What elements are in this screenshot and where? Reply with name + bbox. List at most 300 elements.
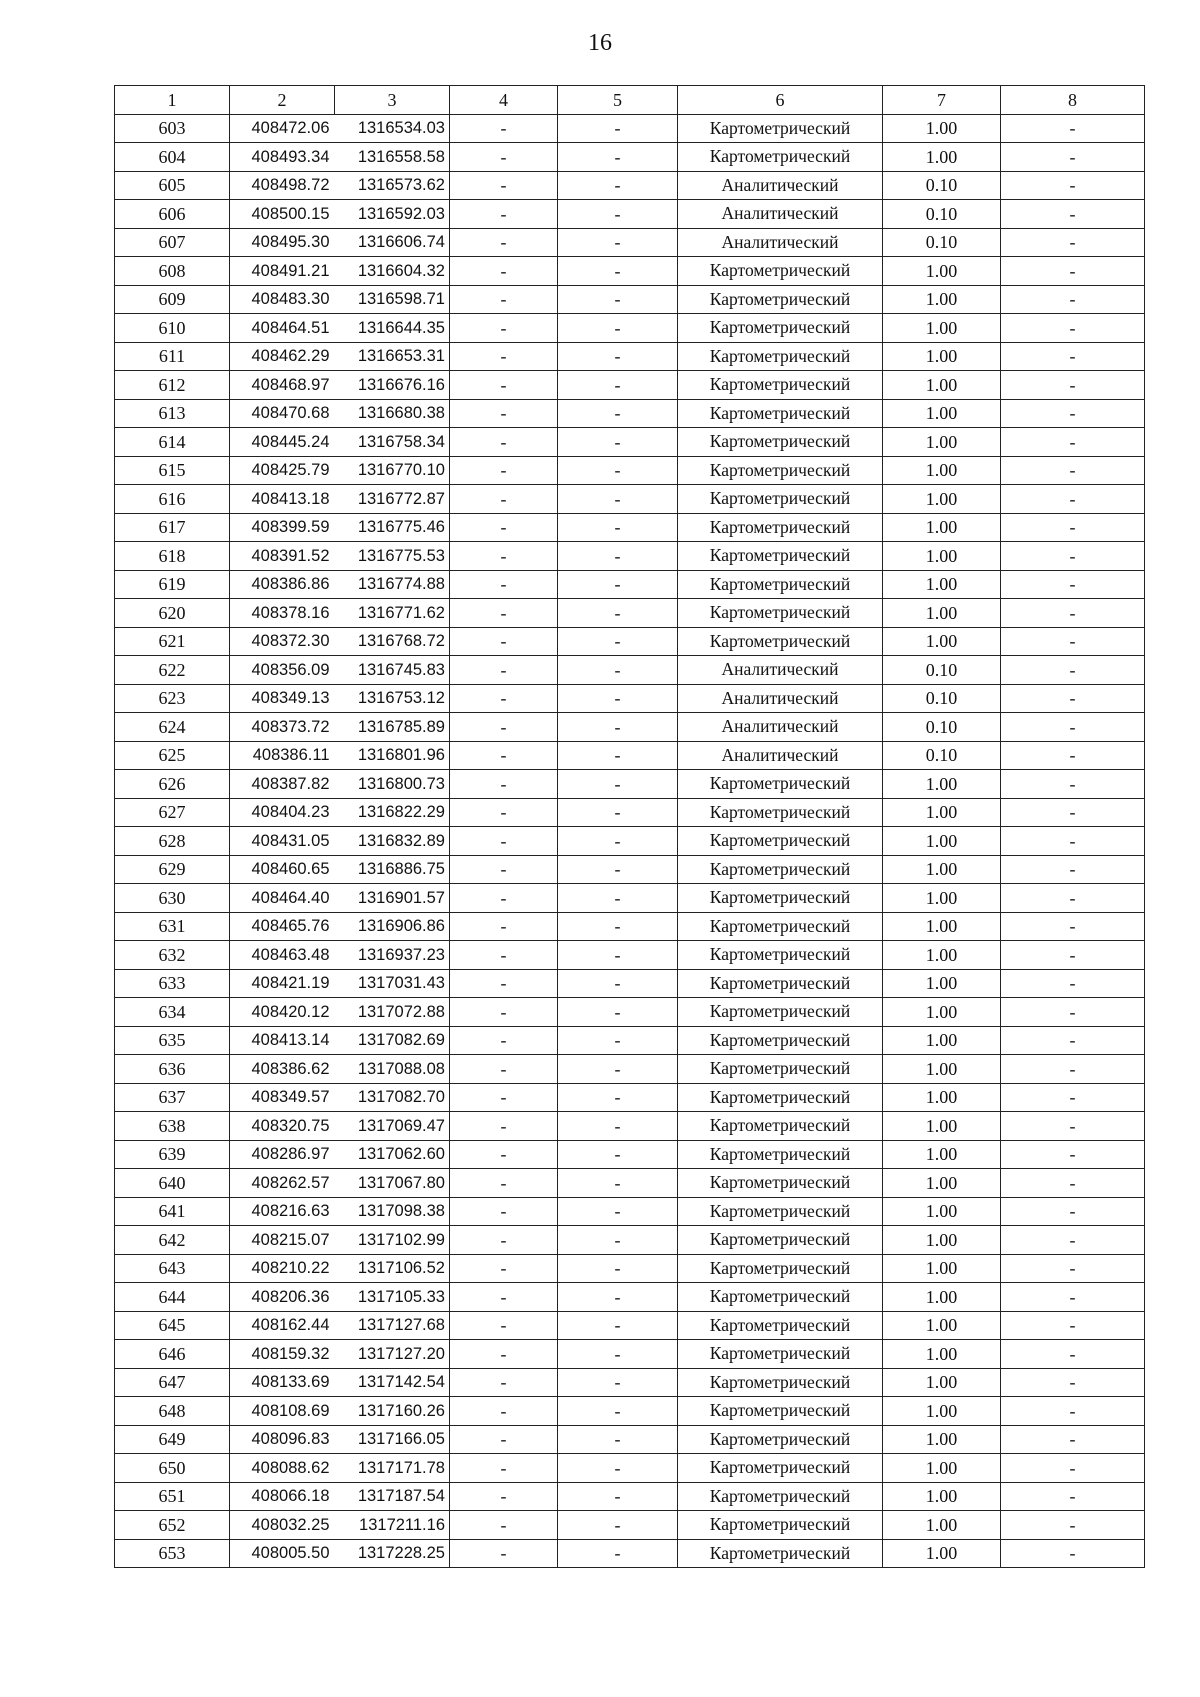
y-coordinate-cell: 1316801.96 bbox=[335, 741, 450, 770]
point-number-cell: 606 bbox=[115, 200, 230, 229]
method-cell: Картометрический bbox=[678, 428, 883, 457]
point-number-cell: 652 bbox=[115, 1511, 230, 1540]
point-number-cell: 624 bbox=[115, 713, 230, 742]
point-number-cell: 615 bbox=[115, 456, 230, 485]
method-cell: Картометрический bbox=[678, 285, 883, 314]
table-row bbox=[115, 1283, 1145, 1312]
accuracy-cell: 1.00 bbox=[883, 371, 1001, 400]
col8-cell: - bbox=[1001, 200, 1145, 229]
col8-cell: - bbox=[1001, 1083, 1145, 1112]
col8-cell: - bbox=[1001, 257, 1145, 286]
col4-cell: - bbox=[450, 941, 558, 970]
x-coordinate-cell: 408349.57 bbox=[230, 1083, 335, 1112]
point-number-cell: 648 bbox=[115, 1397, 230, 1426]
table-row bbox=[115, 257, 1145, 286]
table-row bbox=[115, 228, 1145, 257]
coordinates-table bbox=[114, 85, 1145, 1568]
method-cell: Картометрический bbox=[678, 570, 883, 599]
col4-cell: - bbox=[450, 228, 558, 257]
col8-cell: - bbox=[1001, 114, 1145, 143]
y-coordinate-cell: 1317102.99 bbox=[335, 1226, 450, 1255]
accuracy-cell: 1.00 bbox=[883, 1311, 1001, 1340]
col4-cell: - bbox=[450, 1226, 558, 1255]
point-number-cell: 617 bbox=[115, 513, 230, 542]
method-cell: Картометрический bbox=[678, 1112, 883, 1141]
col4-cell: - bbox=[450, 1197, 558, 1226]
col4-cell: - bbox=[450, 171, 558, 200]
point-number-cell: 642 bbox=[115, 1226, 230, 1255]
col5-cell: - bbox=[558, 257, 678, 286]
point-number-cell: 634 bbox=[115, 998, 230, 1027]
x-coordinate-cell: 408465.76 bbox=[230, 912, 335, 941]
col8-cell: - bbox=[1001, 656, 1145, 685]
col4-cell: - bbox=[450, 1026, 558, 1055]
col8-cell: - bbox=[1001, 1482, 1145, 1511]
col5-cell: - bbox=[558, 741, 678, 770]
col5-cell: - bbox=[558, 884, 678, 913]
table-row bbox=[115, 998, 1145, 1027]
table-row bbox=[115, 570, 1145, 599]
method-cell: Картометрический bbox=[678, 314, 883, 343]
col4-cell: - bbox=[450, 513, 558, 542]
table-row bbox=[115, 770, 1145, 799]
col4-cell: - bbox=[450, 713, 558, 742]
col5-cell: - bbox=[558, 855, 678, 884]
y-coordinate-cell: 1317187.54 bbox=[335, 1482, 450, 1511]
col5-cell: - bbox=[558, 1055, 678, 1084]
col8-cell: - bbox=[1001, 570, 1145, 599]
x-coordinate-cell: 408216.63 bbox=[230, 1197, 335, 1226]
accuracy-cell: 1.00 bbox=[883, 884, 1001, 913]
col5-cell: - bbox=[558, 143, 678, 172]
accuracy-cell: 1.00 bbox=[883, 1197, 1001, 1226]
y-coordinate-cell: 1317031.43 bbox=[335, 969, 450, 998]
method-cell: Картометрический bbox=[678, 399, 883, 428]
y-coordinate-cell: 1316573.62 bbox=[335, 171, 450, 200]
table-row bbox=[115, 456, 1145, 485]
col5-cell: - bbox=[558, 1112, 678, 1141]
col4-cell: - bbox=[450, 1112, 558, 1141]
point-number-cell: 614 bbox=[115, 428, 230, 457]
table-row bbox=[115, 798, 1145, 827]
x-coordinate-cell: 408066.18 bbox=[230, 1482, 335, 1511]
x-coordinate-cell: 408386.11 bbox=[230, 741, 335, 770]
accuracy-cell: 1.00 bbox=[883, 1140, 1001, 1169]
point-number-cell: 641 bbox=[115, 1197, 230, 1226]
table-row bbox=[115, 599, 1145, 628]
accuracy-cell: 1.00 bbox=[883, 570, 1001, 599]
col8-cell: - bbox=[1001, 969, 1145, 998]
y-coordinate-cell: 1316534.03 bbox=[335, 114, 450, 143]
x-coordinate-cell: 408495.30 bbox=[230, 228, 335, 257]
y-coordinate-cell: 1317098.38 bbox=[335, 1197, 450, 1226]
x-coordinate-cell: 408420.12 bbox=[230, 998, 335, 1027]
point-number-cell: 643 bbox=[115, 1254, 230, 1283]
method-cell: Картометрический bbox=[678, 1283, 883, 1312]
point-number-cell: 625 bbox=[115, 741, 230, 770]
col5-cell: - bbox=[558, 941, 678, 970]
point-number-cell: 627 bbox=[115, 798, 230, 827]
col5-cell: - bbox=[558, 1140, 678, 1169]
col8-cell: - bbox=[1001, 798, 1145, 827]
accuracy-cell: 1.00 bbox=[883, 998, 1001, 1027]
point-number-cell: 611 bbox=[115, 342, 230, 371]
col4-cell: - bbox=[450, 855, 558, 884]
table-row bbox=[115, 684, 1145, 713]
accuracy-cell: 1.00 bbox=[883, 1511, 1001, 1540]
method-cell: Картометрический bbox=[678, 485, 883, 514]
col4-cell: - bbox=[450, 399, 558, 428]
method-cell: Картометрический bbox=[678, 1397, 883, 1426]
x-coordinate-cell: 408425.79 bbox=[230, 456, 335, 485]
point-number-cell: 644 bbox=[115, 1283, 230, 1312]
point-number-cell: 613 bbox=[115, 399, 230, 428]
accuracy-cell: 1.00 bbox=[883, 1112, 1001, 1141]
accuracy-cell: 1.00 bbox=[883, 456, 1001, 485]
col4-cell: - bbox=[450, 114, 558, 143]
accuracy-cell: 1.00 bbox=[883, 941, 1001, 970]
col4-cell: - bbox=[450, 542, 558, 571]
col4-cell: - bbox=[450, 1482, 558, 1511]
accuracy-cell: 1.00 bbox=[883, 770, 1001, 799]
col5-cell: - bbox=[558, 1454, 678, 1483]
table-row bbox=[115, 371, 1145, 400]
col5-cell: - bbox=[558, 998, 678, 1027]
col5-cell: - bbox=[558, 1083, 678, 1112]
col4-cell: - bbox=[450, 1055, 558, 1084]
x-coordinate-cell: 408356.09 bbox=[230, 656, 335, 685]
y-coordinate-cell: 1317127.20 bbox=[335, 1340, 450, 1369]
col5-cell: - bbox=[558, 1482, 678, 1511]
header-cell-7: 7 bbox=[883, 86, 1001, 115]
col5-cell: - bbox=[558, 1340, 678, 1369]
y-coordinate-cell: 1316768.72 bbox=[335, 627, 450, 656]
col5-cell: - bbox=[558, 228, 678, 257]
col8-cell: - bbox=[1001, 1283, 1145, 1312]
point-number-cell: 629 bbox=[115, 855, 230, 884]
table-row bbox=[115, 314, 1145, 343]
point-number-cell: 637 bbox=[115, 1083, 230, 1112]
point-number-cell: 633 bbox=[115, 969, 230, 998]
y-coordinate-cell: 1317228.25 bbox=[335, 1539, 450, 1568]
header-cell-3: 3 bbox=[335, 86, 450, 115]
method-cell: Картометрический bbox=[678, 1539, 883, 1568]
col4-cell: - bbox=[450, 570, 558, 599]
table-row bbox=[115, 656, 1145, 685]
accuracy-cell: 1.00 bbox=[883, 599, 1001, 628]
y-coordinate-cell: 1317067.80 bbox=[335, 1169, 450, 1198]
point-number-cell: 620 bbox=[115, 599, 230, 628]
y-coordinate-cell: 1316822.29 bbox=[335, 798, 450, 827]
col8-cell: - bbox=[1001, 542, 1145, 571]
col4-cell: - bbox=[450, 257, 558, 286]
table-row bbox=[115, 1083, 1145, 1112]
accuracy-cell: 1.00 bbox=[883, 428, 1001, 457]
col5-cell: - bbox=[558, 713, 678, 742]
method-cell: Картометрический bbox=[678, 1340, 883, 1369]
point-number-cell: 635 bbox=[115, 1026, 230, 1055]
col8-cell: - bbox=[1001, 314, 1145, 343]
y-coordinate-cell: 1316592.03 bbox=[335, 200, 450, 229]
accuracy-cell: 1.00 bbox=[883, 1340, 1001, 1369]
table-row bbox=[115, 1254, 1145, 1283]
col8-cell: - bbox=[1001, 371, 1145, 400]
method-cell: Картометрический bbox=[678, 1482, 883, 1511]
col4-cell: - bbox=[450, 1511, 558, 1540]
col4-cell: - bbox=[450, 428, 558, 457]
x-coordinate-cell: 408391.52 bbox=[230, 542, 335, 571]
col4-cell: - bbox=[450, 912, 558, 941]
col8-cell: - bbox=[1001, 599, 1145, 628]
point-number-cell: 636 bbox=[115, 1055, 230, 1084]
col4-cell: - bbox=[450, 1140, 558, 1169]
method-cell: Картометрический bbox=[678, 1083, 883, 1112]
method-cell: Картометрический bbox=[678, 998, 883, 1027]
col4-cell: - bbox=[450, 969, 558, 998]
x-coordinate-cell: 408210.22 bbox=[230, 1254, 335, 1283]
accuracy-cell: 1.00 bbox=[883, 1425, 1001, 1454]
x-coordinate-cell: 408399.59 bbox=[230, 513, 335, 542]
method-cell: Картометрический bbox=[678, 1311, 883, 1340]
col5-cell: - bbox=[558, 770, 678, 799]
col5-cell: - bbox=[558, 456, 678, 485]
col5-cell: - bbox=[558, 1026, 678, 1055]
x-coordinate-cell: 408162.44 bbox=[230, 1311, 335, 1340]
accuracy-cell: 1.00 bbox=[883, 513, 1001, 542]
x-coordinate-cell: 408445.24 bbox=[230, 428, 335, 457]
table-row bbox=[115, 741, 1145, 770]
x-coordinate-cell: 408460.65 bbox=[230, 855, 335, 884]
method-cell: Картометрический bbox=[678, 1511, 883, 1540]
table-row bbox=[115, 1511, 1145, 1540]
accuracy-cell: 1.00 bbox=[883, 1482, 1001, 1511]
col8-cell: - bbox=[1001, 1511, 1145, 1540]
table-row bbox=[115, 200, 1145, 229]
table-row bbox=[115, 1026, 1145, 1055]
col5-cell: - bbox=[558, 171, 678, 200]
y-coordinate-cell: 1316800.73 bbox=[335, 770, 450, 799]
table-row bbox=[115, 884, 1145, 913]
point-number-cell: 651 bbox=[115, 1482, 230, 1511]
table-body bbox=[115, 86, 1145, 1568]
method-cell: Картометрический bbox=[678, 143, 883, 172]
col8-cell: - bbox=[1001, 1340, 1145, 1369]
point-number-cell: 623 bbox=[115, 684, 230, 713]
y-coordinate-cell: 1317160.26 bbox=[335, 1397, 450, 1426]
y-coordinate-cell: 1316770.10 bbox=[335, 456, 450, 485]
table-row bbox=[115, 969, 1145, 998]
point-number-cell: 608 bbox=[115, 257, 230, 286]
point-number-cell: 650 bbox=[115, 1454, 230, 1483]
method-cell: Картометрический bbox=[678, 1368, 883, 1397]
y-coordinate-cell: 1317211.16 bbox=[335, 1511, 450, 1540]
x-coordinate-cell: 408413.18 bbox=[230, 485, 335, 514]
col5-cell: - bbox=[558, 827, 678, 856]
col4-cell: - bbox=[450, 1454, 558, 1483]
x-coordinate-cell: 408464.40 bbox=[230, 884, 335, 913]
accuracy-cell: 1.00 bbox=[883, 314, 1001, 343]
method-cell: Картометрический bbox=[678, 542, 883, 571]
point-number-cell: 619 bbox=[115, 570, 230, 599]
x-coordinate-cell: 408386.86 bbox=[230, 570, 335, 599]
method-cell: Картометрический bbox=[678, 1169, 883, 1198]
table-row bbox=[115, 513, 1145, 542]
point-number-cell: 609 bbox=[115, 285, 230, 314]
col5-cell: - bbox=[558, 342, 678, 371]
point-number-cell: 610 bbox=[115, 314, 230, 343]
table-row bbox=[115, 912, 1145, 941]
accuracy-cell: 1.00 bbox=[883, 143, 1001, 172]
point-number-cell: 612 bbox=[115, 371, 230, 400]
x-coordinate-cell: 408464.51 bbox=[230, 314, 335, 343]
col4-cell: - bbox=[450, 1254, 558, 1283]
col4-cell: - bbox=[450, 827, 558, 856]
col8-cell: - bbox=[1001, 741, 1145, 770]
method-cell: Картометрический bbox=[678, 371, 883, 400]
point-number-cell: 647 bbox=[115, 1368, 230, 1397]
method-cell: Картометрический bbox=[678, 969, 883, 998]
table-row bbox=[115, 342, 1145, 371]
col4-cell: - bbox=[450, 1397, 558, 1426]
accuracy-cell: 1.00 bbox=[883, 1226, 1001, 1255]
accuracy-cell: 1.00 bbox=[883, 399, 1001, 428]
col5-cell: - bbox=[558, 513, 678, 542]
y-coordinate-cell: 1316901.57 bbox=[335, 884, 450, 913]
col5-cell: - bbox=[558, 1397, 678, 1426]
col5-cell: - bbox=[558, 599, 678, 628]
col4-cell: - bbox=[450, 770, 558, 799]
col8-cell: - bbox=[1001, 1112, 1145, 1141]
accuracy-cell: 1.00 bbox=[883, 827, 1001, 856]
x-coordinate-cell: 408470.68 bbox=[230, 399, 335, 428]
method-cell: Аналитический bbox=[678, 684, 883, 713]
col5-cell: - bbox=[558, 684, 678, 713]
col8-cell: - bbox=[1001, 1454, 1145, 1483]
point-number-cell: 626 bbox=[115, 770, 230, 799]
y-coordinate-cell: 1316886.75 bbox=[335, 855, 450, 884]
col4-cell: - bbox=[450, 884, 558, 913]
y-coordinate-cell: 1316775.46 bbox=[335, 513, 450, 542]
table-row bbox=[115, 1397, 1145, 1426]
col5-cell: - bbox=[558, 1254, 678, 1283]
accuracy-cell: 1.00 bbox=[883, 1539, 1001, 1568]
col8-cell: - bbox=[1001, 912, 1145, 941]
y-coordinate-cell: 1317171.78 bbox=[335, 1454, 450, 1483]
col4-cell: - bbox=[450, 314, 558, 343]
col5-cell: - bbox=[558, 200, 678, 229]
x-coordinate-cell: 408320.75 bbox=[230, 1112, 335, 1141]
x-coordinate-cell: 408387.82 bbox=[230, 770, 335, 799]
point-number-cell: 640 bbox=[115, 1169, 230, 1198]
col5-cell: - bbox=[558, 371, 678, 400]
method-cell: Картометрический bbox=[678, 1197, 883, 1226]
col5-cell: - bbox=[558, 570, 678, 599]
point-number-cell: 618 bbox=[115, 542, 230, 571]
col5-cell: - bbox=[558, 1311, 678, 1340]
col8-cell: - bbox=[1001, 342, 1145, 371]
col4-cell: - bbox=[450, 1169, 558, 1198]
col5-cell: - bbox=[558, 428, 678, 457]
x-coordinate-cell: 408032.25 bbox=[230, 1511, 335, 1540]
x-coordinate-cell: 408493.34 bbox=[230, 143, 335, 172]
accuracy-cell: 0.10 bbox=[883, 713, 1001, 742]
x-coordinate-cell: 408088.62 bbox=[230, 1454, 335, 1483]
col4-cell: - bbox=[450, 342, 558, 371]
col5-cell: - bbox=[558, 485, 678, 514]
col5-cell: - bbox=[558, 1283, 678, 1312]
point-number-cell: 603 bbox=[115, 114, 230, 143]
header-cell-6: 6 bbox=[678, 86, 883, 115]
col4-cell: - bbox=[450, 798, 558, 827]
col8-cell: - bbox=[1001, 770, 1145, 799]
col8-cell: - bbox=[1001, 1140, 1145, 1169]
y-coordinate-cell: 1316753.12 bbox=[335, 684, 450, 713]
col8-cell: - bbox=[1001, 428, 1145, 457]
y-coordinate-cell: 1317106.52 bbox=[335, 1254, 450, 1283]
method-cell: Аналитический bbox=[678, 200, 883, 229]
x-coordinate-cell: 408262.57 bbox=[230, 1169, 335, 1198]
y-coordinate-cell: 1316771.62 bbox=[335, 599, 450, 628]
x-coordinate-cell: 408372.30 bbox=[230, 627, 335, 656]
table-row bbox=[115, 1311, 1145, 1340]
col5-cell: - bbox=[558, 1226, 678, 1255]
table-row bbox=[115, 1140, 1145, 1169]
y-coordinate-cell: 1316745.83 bbox=[335, 656, 450, 685]
col5-cell: - bbox=[558, 798, 678, 827]
x-coordinate-cell: 408498.72 bbox=[230, 171, 335, 200]
y-coordinate-cell: 1316906.86 bbox=[335, 912, 450, 941]
table-row bbox=[115, 1539, 1145, 1568]
accuracy-cell: 1.00 bbox=[883, 1397, 1001, 1426]
accuracy-cell: 1.00 bbox=[883, 798, 1001, 827]
header-cell-2: 2 bbox=[230, 86, 335, 115]
y-coordinate-cell: 1316606.74 bbox=[335, 228, 450, 257]
accuracy-cell: 1.00 bbox=[883, 912, 1001, 941]
x-coordinate-cell: 408421.19 bbox=[230, 969, 335, 998]
method-cell: Картометрический bbox=[678, 1026, 883, 1055]
x-coordinate-cell: 408378.16 bbox=[230, 599, 335, 628]
point-number-cell: 646 bbox=[115, 1340, 230, 1369]
col4-cell: - bbox=[450, 1283, 558, 1312]
y-coordinate-cell: 1316775.53 bbox=[335, 542, 450, 571]
col8-cell: - bbox=[1001, 684, 1145, 713]
col4-cell: - bbox=[450, 1539, 558, 1568]
y-coordinate-cell: 1316774.88 bbox=[335, 570, 450, 599]
y-coordinate-cell: 1316653.31 bbox=[335, 342, 450, 371]
accuracy-cell: 1.00 bbox=[883, 1083, 1001, 1112]
method-cell: Аналитический bbox=[678, 171, 883, 200]
x-coordinate-cell: 408159.32 bbox=[230, 1340, 335, 1369]
point-number-cell: 616 bbox=[115, 485, 230, 514]
method-cell: Картометрический bbox=[678, 513, 883, 542]
accuracy-cell: 0.10 bbox=[883, 171, 1001, 200]
col4-cell: - bbox=[450, 485, 558, 514]
point-number-cell: 639 bbox=[115, 1140, 230, 1169]
table-row bbox=[115, 713, 1145, 742]
col4-cell: - bbox=[450, 741, 558, 770]
col8-cell: - bbox=[1001, 1169, 1145, 1198]
y-coordinate-cell: 1317105.33 bbox=[335, 1283, 450, 1312]
table-row bbox=[115, 428, 1145, 457]
col4-cell: - bbox=[450, 1311, 558, 1340]
accuracy-cell: 1.00 bbox=[883, 1283, 1001, 1312]
col8-cell: - bbox=[1001, 1197, 1145, 1226]
y-coordinate-cell: 1316676.16 bbox=[335, 371, 450, 400]
col8-cell: - bbox=[1001, 884, 1145, 913]
col4-cell: - bbox=[450, 998, 558, 1027]
table-header-row bbox=[115, 86, 1145, 115]
accuracy-cell: 1.00 bbox=[883, 1169, 1001, 1198]
